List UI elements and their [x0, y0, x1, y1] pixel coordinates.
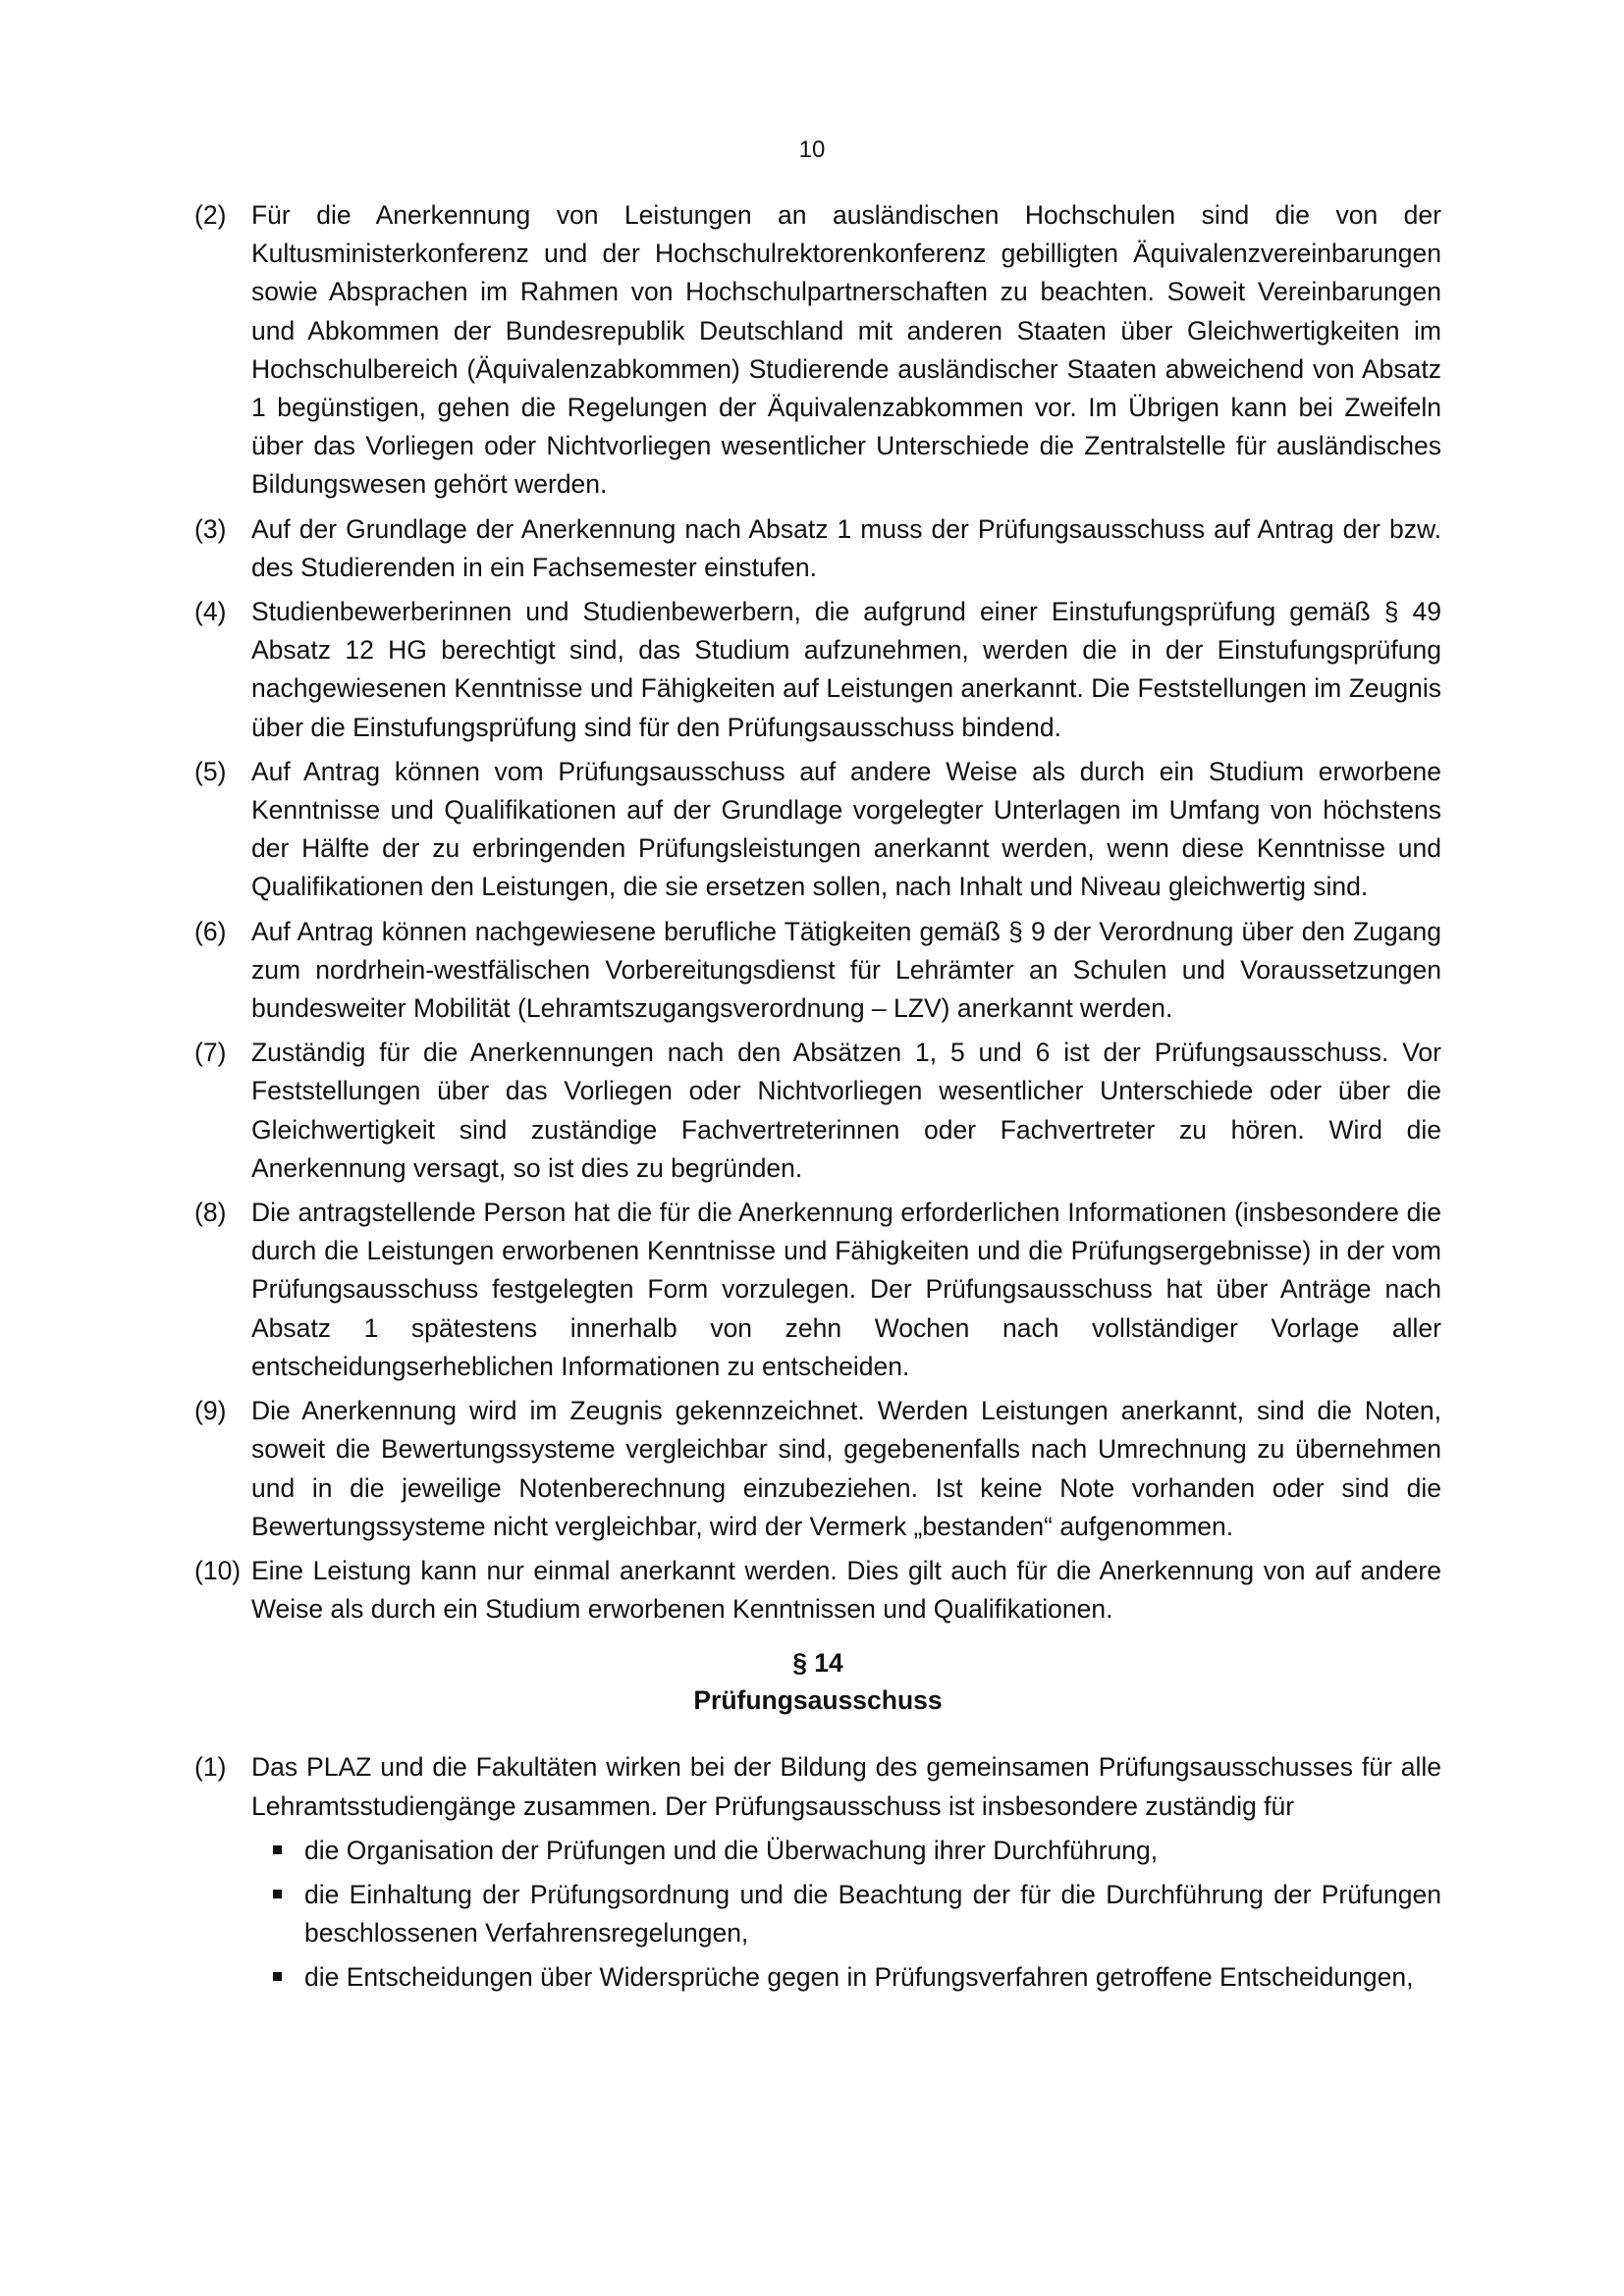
list-item-text: die Entscheidungen über Widersprüche gegen in Prüfungsverfahren getroffene Entscheidungen,: [304, 1962, 1414, 1993]
paragraph-number: (3): [194, 513, 227, 544]
paragraph-number: (2): [194, 200, 227, 230]
list-item-text: die Einhaltung der Prüfungsordnung und die Beachtung der für die Durchführung der Prüfungen beschlossenen Verfahrensregelungen,: [304, 1879, 1441, 1949]
paragraph-text: Auf Antrag können nachgewiesene berufliche Tätigkeiten gemäß § 9 der Verordnung über den Zugang zum nordrhein-westfälischen Vorbereitungsdienst für Lehrämter an Schulen und Voraussetzungen bundesweiter Mobilität (Lehramtszugangsverordnung – LZV) anerkannt werden.: [251, 916, 1441, 1024]
list-item: [251, 1958, 1441, 1997]
page-number: 10: [798, 136, 826, 163]
paragraph-7: [194, 1034, 1441, 1188]
paragraph-number: (7): [194, 1038, 227, 1068]
paragraph-5: [194, 753, 1441, 907]
paragraph-text: Für die Anerkennung von Leistungen an ausländischen Hochschulen sind die von der Kultusministerkonferenz und der Hochschulrektorenkonferenz gebilligten Äquivalenzvereinbarungen sowie Absprachen im Rahmen von Hochschulpartnerschaften zu beachten. Soweit Vereinbarungen und Abkommen der Bundesrepublik Deutschland mit anderen Staaten über Gleichwertigkeiten im Hochschulbereich (Äquivalenzabkommen) Studierende ausländischer Staaten abweichend von Absatz 1 begünstigen, gehen die Regelungen der Äquivalenzabkommen vor. Im Übrigen kann bei Zweifeln über das Vorliegen oder Nichtvorliegen wesentlicher Unterschiede die Zentralstelle für ausländisches Bildungswesen gehört werden.: [251, 200, 1441, 500]
paragraph-number: (10): [194, 1555, 242, 1585]
paragraph-3: [194, 510, 1441, 587]
list-item: [251, 1876, 1441, 1952]
paragraph-number: (1): [194, 1752, 227, 1783]
list-item-text: die Organisation der Prüfungen und die Überwachung ihrer Durchführung,: [304, 1835, 1159, 1865]
list-item: [251, 1832, 1441, 1870]
paragraph-2: [194, 196, 1441, 505]
paragraph-8: [194, 1194, 1441, 1386]
paragraph-text: Auf der Grundlage der Anerkennung nach Absatz 1 muss der Prüfungsausschuss auf Antrag der bzw. des Studierenden in ein Fachsemester einstufen.: [251, 513, 1441, 582]
document-body: [194, 196, 1441, 2009]
paragraph-6: [194, 913, 1441, 1029]
section-heading: [194, 1644, 1441, 1719]
section-title: Prüfungsausschuss: [693, 1685, 943, 1716]
section-paragraph-1: [194, 1748, 1441, 2002]
paragraph-text: Das PLAZ und die Fakultäten wirken bei der Bildung des gemeinsamen Prüfungsausschusses für alle Lehramtsstudiengänge zusammen. Der Prüfungsausschuss ist insbesondere zuständig für: [251, 1752, 1441, 1821]
paragraph-number: (8): [194, 1198, 227, 1228]
bullet-list: [251, 1832, 1441, 1998]
paragraph-text: Eine Leistung kann nur einmal anerkannt werden. Dies gilt auch für die Anerkennung von auf andere Weise als durch ein Studium erworbenen Kenntnissen und Qualifikationen.: [251, 1555, 1441, 1625]
paragraph-number: (9): [194, 1396, 227, 1426]
paragraph-text: Die antragstellende Person hat die für die Anerkennung erforderlichen Informationen (insbesondere die durch die Leistungen erworbenen Kenntnisse und Fähigkeiten und die Prüfungsergebnisse) in der vom Prüfungsausschuss festgelegten Form vorzulegen. Der Prüfungsausschuss hat über Anträge nach Absatz 1 spätestens innerhalb von zehn Wochen nach vollständiger Vorlage aller entscheidungserheblichen Informationen zu entscheiden.: [251, 1198, 1441, 1381]
square-bullet-icon: [251, 1958, 304, 1997]
paragraph-10: [194, 1552, 1441, 1629]
square-bullet-icon: [251, 1832, 304, 1870]
paragraph-4: [194, 593, 1441, 747]
paragraph-text: Studienbewerberinnen und Studienbewerbern, die aufgrund einer Einstufungsprüfung gemäß § 49 Absatz 12 HG berechtigt sind, das Studium aufzunehmen, werden die in der Einstufungsprüfung nachgewiesenen Kenntnisse und Fähigkeiten auf Leistungen anerkannt. Die Feststellungen im Zeugnis über die Einstufungsprüfung sind für den Prüfungsausschuss bindend.: [251, 597, 1441, 742]
paragraph-9: [194, 1392, 1441, 1546]
paragraph-number: (5): [194, 756, 227, 786]
paragraph-body: [251, 1748, 1441, 2002]
paragraph-number: (6): [194, 916, 227, 946]
paragraph-text: Auf Antrag können vom Prüfungsausschuss auf andere Weise als durch ein Studium erworbene Kenntnisse und Qualifikationen auf der Grundlage vorgelegter Unterlagen im Umfang von höchstens der Hälfte der zu erbringenden Prüfungsleistungen anerkannt werden, wenn diese Kenntnisse und Qualifikationen den Leistungen, die sie ersetzen sollen, nach Inhalt und Niveau gleichwertig sind.: [251, 756, 1441, 902]
paragraph-text: Die Anerkennung wird im Zeugnis gekennzeichnet. Werden Leistungen anerkannt, sind die Noten, soweit die Bewertungssysteme vergleichbar sind, gegebenenfalls nach Umrechnung zu übernehmen und in die jeweilige Notenberechnung einzubeziehen. Ist keine Note vorhanden oder sind die Bewertungssysteme nicht vergleichbar, wird der Vermerk „bestanden“ aufgenommen.: [251, 1396, 1441, 1541]
square-bullet-icon: [251, 1876, 304, 1952]
paragraph-text: Zuständig für die Anerkennungen nach den Absätzen 1, 5 und 6 ist der Prüfungsausschuss. Vor Feststellungen über das Vorliegen oder Nichtvorliegen wesentlicher Unterschiede oder über die Gleichwertigkeit sind zuständige Fachvertreterinnen oder Fachvertreter zu hören. Wird die Anerkennung versagt, so ist dies zu begründen.: [251, 1038, 1441, 1183]
section-number: § 14: [792, 1648, 843, 1679]
paragraph-number: (4): [194, 597, 227, 627]
